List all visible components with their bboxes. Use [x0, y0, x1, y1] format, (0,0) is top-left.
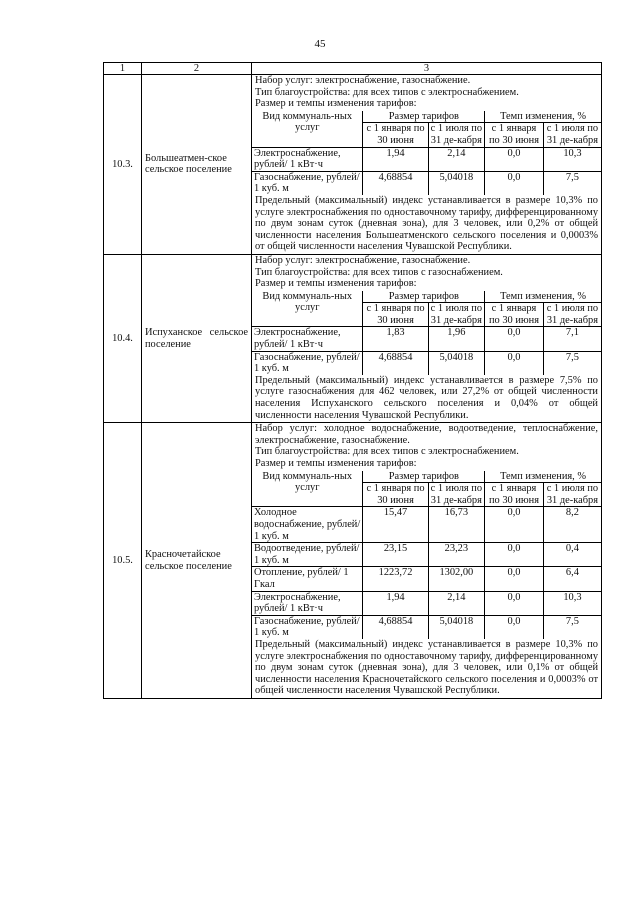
- tariff-value-2: 5,04018: [428, 351, 485, 375]
- header-row: [104, 63, 602, 75]
- rate-value-1: 0,0: [485, 567, 544, 591]
- period-1-size: с 1 января по 30 июня: [363, 303, 428, 327]
- tariff-value-1: 1,83: [363, 327, 428, 351]
- tariff-row: [252, 351, 601, 375]
- tariff-row: [252, 591, 601, 615]
- size-header: Размер тарифов: [363, 471, 485, 483]
- services-line: Набор услуг: холодное водоснабжение, водоотведение, теплоснабжение, электроснабжение, газоснабжение.: [255, 423, 598, 446]
- services-line: Набор услуг: электроснабжение, газоснабжение.: [255, 254, 471, 266]
- tariff-value-2: 2,14: [428, 147, 485, 171]
- tariff-value-2: 1302,00: [428, 567, 485, 591]
- table-row: [104, 254, 602, 422]
- rate-header: Темп изменения, %: [485, 111, 601, 123]
- tariff-row: [252, 171, 601, 195]
- period-1-size: с 1 января по 30 июня: [363, 483, 428, 507]
- rate-header: Темп изменения, %: [485, 291, 601, 303]
- inner-tariff-table: [252, 471, 601, 639]
- period-1-rate: с 1 января по 30 июня: [485, 483, 544, 507]
- rate-value-2: 7,1: [543, 327, 601, 351]
- period-1-rate: с 1 января по 30 июня: [485, 123, 544, 147]
- tariff-title: Размер и темпы изменения тарифов:: [255, 278, 417, 290]
- row-number: 10.3.: [104, 75, 142, 255]
- improvement-line: Тип благоустройства: для всех типов с газоснабжением.: [255, 266, 503, 278]
- header-col-2: 2: [142, 63, 252, 75]
- rate-value-2: 7,5: [543, 351, 601, 375]
- rate-header: Темп изменения, %: [485, 471, 601, 483]
- page-number: 45: [314, 38, 326, 50]
- table-row: [104, 75, 602, 255]
- tariff-value-2: 5,04018: [428, 171, 485, 195]
- inner-header-row: [252, 111, 601, 123]
- settlement-name: Большеатмен-ское сельское поселение: [142, 75, 252, 255]
- row-number: 10.5.: [104, 423, 142, 699]
- tariff-value-2: 2,14: [428, 591, 485, 615]
- service-name: Газоснабжение, рублей/ 1 куб. м: [252, 615, 363, 639]
- inner-header-row: [252, 471, 601, 483]
- tariff-row: [252, 615, 601, 639]
- rate-value-1: 0,0: [485, 327, 544, 351]
- rate-value-2: 0,4: [543, 543, 601, 567]
- tariff-value-2: 16,73: [428, 507, 485, 543]
- service-name: Холодное водоснабжение, рублей/ 1 куб. м: [252, 507, 363, 543]
- tariff-row: [252, 567, 601, 591]
- index-note: Предельный (максимальный) индекс устанавливается в размере 10,3% по услуге электроснабжения по одноставочному тарифу, дифференцированному по двум зонам суток (дневная зона), для 3 человек, или 0,1% от общей численности населения Красночетайского сельского поселения и 0,0003% от общей численности населения Чувашской Республики.: [255, 638, 599, 697]
- row-content: [252, 254, 602, 422]
- tariff-table: [103, 62, 602, 699]
- size-header: Размер тарифов: [363, 291, 485, 303]
- index-note: Предельный (максимальный) индекс устанавливается в размере 10,3% по услуге электроснабжения по одноставочному тарифу, дифференцированному по двум зонам суток (дневная зона), для 3 человек, или 0,2% от общей численности населения Большеатменского сельского поселения и 0,0003% от общей численности населения Чувашской Республики.: [255, 194, 599, 253]
- header-col-3: 3: [252, 63, 602, 75]
- rate-value-2: 7,5: [543, 615, 601, 639]
- tariff-title: Размер и темпы изменения тарифов:: [255, 458, 417, 469]
- tariff-value-2: 1,96: [428, 327, 485, 351]
- rate-value-2: 10,3: [543, 591, 601, 615]
- rate-value-2: 8,2: [543, 507, 601, 543]
- services-col-header: Вид коммуналь-ных услуг: [252, 111, 363, 147]
- improvement-line: Тип благоустройства: для всех типов с электроснабжением.: [255, 446, 519, 458]
- tariff-value-1: 1,94: [363, 591, 428, 615]
- rate-value-1: 0,0: [485, 591, 544, 615]
- period-2-size: с 1 июля по 31 де-кабря: [428, 483, 485, 507]
- service-name: Газоснабжение, рублей/ 1 куб. м: [252, 351, 363, 375]
- header-col-1: 1: [104, 63, 142, 75]
- rate-value-1: 0,0: [485, 147, 544, 171]
- tariff-value-1: 4,68854: [363, 351, 428, 375]
- settlement-name: Испуханское сельское поселение: [142, 254, 252, 422]
- rate-value-2: 6,4: [543, 567, 601, 591]
- size-header: Размер тарифов: [363, 111, 485, 123]
- inner-tariff-table: [252, 291, 601, 375]
- service-name: Газоснабжение, рублей/ 1 куб. м: [252, 171, 363, 195]
- inner-tariff-table: [252, 111, 601, 195]
- row-content: [252, 75, 602, 255]
- tariff-row: [252, 327, 601, 351]
- tariff-value-2: 23,23: [428, 543, 485, 567]
- period-2-rate: с 1 июля по 31 де-кабря: [543, 303, 601, 327]
- service-name: Электроснабжение, рублей/ 1 кВт·ч: [252, 591, 363, 615]
- rate-value-1: 0,0: [485, 507, 544, 543]
- period-2-size: с 1 июля по 31 де-кабря: [428, 123, 485, 147]
- rate-value-2: 10,3: [543, 147, 601, 171]
- period-2-rate: с 1 июля по 31 де-кабря: [543, 483, 601, 507]
- services-line: Набор услуг: электроснабжение, газоснабжение.: [255, 75, 471, 86]
- tariff-value-1: 1223,72: [363, 567, 428, 591]
- rate-value-1: 0,0: [485, 351, 544, 375]
- table-row: [104, 423, 602, 699]
- rate-value-2: 7,5: [543, 171, 601, 195]
- services-col-header: Вид коммуналь-ных услуг: [252, 471, 363, 507]
- tariff-row: [252, 147, 601, 171]
- period-2-size: с 1 июля по 31 де-кабря: [428, 303, 485, 327]
- tariff-value-1: 1,94: [363, 147, 428, 171]
- services-col-header: Вид коммуналь-ных услуг: [252, 291, 363, 327]
- tariff-value-1: 4,68854: [363, 615, 428, 639]
- inner-header-row: [252, 291, 601, 303]
- rate-value-1: 0,0: [485, 543, 544, 567]
- rate-value-1: 0,0: [485, 171, 544, 195]
- settlement-name: Красночетайское сельское поселение: [142, 423, 252, 699]
- row-content: [252, 423, 602, 699]
- row-number: 10.4.: [104, 254, 142, 422]
- service-name: Электроснабжение, рублей/ 1 кВт·ч: [252, 147, 363, 171]
- service-name: Электроснабжение, рублей/ 1 кВт·ч: [252, 327, 363, 351]
- period-2-rate: с 1 июля по 31 де-кабря: [543, 123, 601, 147]
- tariff-row: [252, 507, 601, 543]
- period-1-rate: с 1 января по 30 июня: [485, 303, 544, 327]
- tariff-row: [252, 543, 601, 567]
- improvement-line: Тип благоустройства: для всех типов с электроснабжением.: [255, 86, 519, 98]
- rate-value-1: 0,0: [485, 615, 544, 639]
- tariff-title: Размер и темпы изменения тарифов:: [255, 98, 417, 110]
- service-name: Водоотведение, рублей/ 1 куб. м: [252, 543, 363, 567]
- tariff-value-1: 23,15: [363, 543, 428, 567]
- index-note: Предельный (максимальный) индекс устанавливается в размере 7,5% по услуге газоснабжения для 462 человек, или 27,2% от общей численности населения Испуханского сельского поселения и 0,04% от общей численности населения Чувашской Республики.: [255, 374, 598, 421]
- tariff-value-1: 15,47: [363, 507, 428, 543]
- tariff-value-2: 5,04018: [428, 615, 485, 639]
- tariff-value-1: 4,68854: [363, 171, 428, 195]
- service-name: Отопление, рублей/ 1 Гкал: [252, 567, 363, 591]
- period-1-size: с 1 января по 30 июня: [363, 123, 428, 147]
